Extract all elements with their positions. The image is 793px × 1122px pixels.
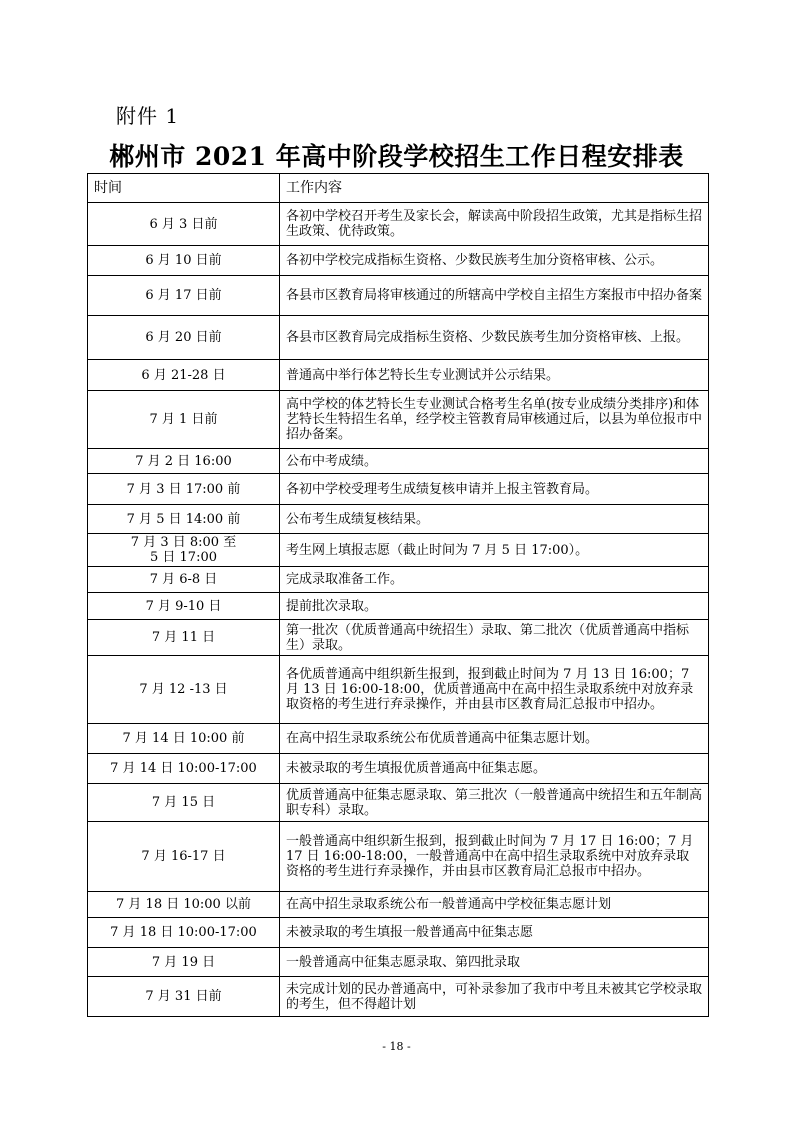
table-row (88, 822, 709, 892)
task-cell: 各县市区教育局将审核通过的所辖高中学校自主招生方案报市中招办备案 (280, 276, 709, 316)
time-cell: 7 月 31 日前 (88, 977, 280, 1017)
table-row (88, 754, 709, 784)
task-cell: 各初中学校完成指标生资格、少数民族考生加分资格审核、公示。 (280, 246, 709, 276)
time-cell: 7 月 16-17 日 (88, 822, 280, 892)
table-row (88, 534, 709, 567)
document-title: 郴州市 2021 年高中阶段学校招生工作日程安排表 (109, 142, 684, 171)
task-cell: 公布中考成绩。 (280, 449, 709, 474)
table-row (88, 203, 709, 246)
task-cell: 优质普通高中征集志愿录取、第三批次（一般普通高中统招生和五年制高职专科）录取。 (280, 784, 709, 822)
time-cell: 7 月 2 日 16:00 (88, 449, 280, 474)
table-row (88, 246, 709, 276)
time-cell: 7 月 3 日 8:00 至 5 日 17:00 (88, 534, 280, 567)
task-cell: 在高中招生录取系统公布优质普通高中征集志愿计划。 (280, 724, 709, 754)
table-row (88, 784, 709, 822)
task-cell: 一般普通高中组织新生报到，报到截止时间为 7 月 17 日 16:00；7 月 17 日 16:00-18:00，一般普通高中在高中招生录取系统中对放弃录取资格的考生进行弃录操作，并由县市区教育局汇总报市中招办。 (280, 822, 709, 892)
table-row (88, 656, 709, 724)
attachment-label: 附件 1 (116, 104, 180, 128)
task-cell: 普通高中举行体艺特长生专业测试并公示结果。 (280, 360, 709, 391)
time-cell: 7 月 14 日 10:00-17:00 (88, 754, 280, 784)
time-cell: 7 月 5 日 14:00 前 (88, 505, 280, 534)
table-row (88, 316, 709, 360)
task-cell: 第一批次（优质普通高中统招生）录取、第二批次（优质普通高中指标生）录取。 (280, 620, 709, 656)
task-cell: 各初中学校受理考生成绩复核申请并上报主管教育局。 (280, 474, 709, 505)
time-cell: 7 月 12 -13 日 (88, 656, 280, 724)
time-cell: 6 月 10 日前 (88, 246, 280, 276)
table-row (88, 593, 709, 620)
task-cell: 未完成计划的民办普通高中，可补录参加了我市中考且未被其它学校录取的考生，但不得超计划 (280, 977, 709, 1017)
task-cell: 提前批次录取。 (280, 593, 709, 620)
task-cell: 在高中招生录取系统公布一般普通高中学校征集志愿计划 (280, 892, 709, 918)
table-row (88, 474, 709, 505)
table-row (88, 449, 709, 474)
task-cell: 完成录取准备工作。 (280, 567, 709, 593)
schedule-table-body (88, 174, 709, 1017)
table-row (88, 892, 709, 918)
schedule-table (87, 173, 709, 1017)
time-cell: 6 月 21-28 日 (88, 360, 280, 391)
table-row (88, 977, 709, 1017)
task-cell: 各县市区教育局完成指标生资格、少数民族考生加分资格审核、上报。 (280, 316, 709, 360)
time-cell: 6 月 17 日前 (88, 276, 280, 316)
time-cell: 6 月 20 日前 (88, 316, 280, 360)
time-cell: 7 月 18 日 10:00 以前 (88, 892, 280, 918)
time-cell: 7 月 14 日 10:00 前 (88, 724, 280, 754)
time-cell: 7 月 9-10 日 (88, 593, 280, 620)
table-row (88, 724, 709, 754)
task-cell: 高中学校的体艺特长生专业测试合格考生名单(按专业成绩分类排序)和体艺特长生特招生名单，经学校主管教育局审核通过后，以县为单位报市中招办备案。 (280, 391, 709, 449)
task-cell: 未被录取的考生填报优质普通高中征集志愿。 (280, 754, 709, 784)
table-row (88, 360, 709, 391)
task-cell: 各优质普通高中组织新生报到，报到截止时间为 7 月 13 日 16:00；7 月 13 日 16:00-18:00，优质普通高中在高中招生录取系统中对放弃录取资格的考生进行弃录操作，并由县市区教育局汇总报市中招办。 (280, 656, 709, 724)
time-cell: 7 月 11 日 (88, 620, 280, 656)
table-row (88, 620, 709, 656)
task-cell: 未被录取的考生填报一般普通高中征集志愿 (280, 918, 709, 948)
time-cell: 7 月 6-8 日 (88, 567, 280, 593)
time-cell: 6 月 3 日前 (88, 203, 280, 246)
task-cell: 一般普通高中征集志愿录取、第四批录取 (280, 948, 709, 977)
table-header-row (88, 174, 709, 203)
task-cell: 考生网上填报志愿（截止时间为 7 月 5 日 17:00）。 (280, 534, 709, 567)
time-cell: 7 月 1 日前 (88, 391, 280, 449)
table-row (88, 505, 709, 534)
header-task: 工作内容 (280, 174, 709, 203)
table-row (88, 948, 709, 977)
time-cell: 7 月 19 日 (88, 948, 280, 977)
table-row (88, 391, 709, 449)
page-number: - 18 - (382, 1040, 411, 1053)
time-cell: 7 月 3 日 17:00 前 (88, 474, 280, 505)
table-row (88, 276, 709, 316)
table-row (88, 567, 709, 593)
task-cell: 各初中学校召开考生及家长会，解读高中阶段招生政策，尤其是指标生招生政策、优待政策。 (280, 203, 709, 246)
table-row (88, 918, 709, 948)
time-cell: 7 月 18 日 10:00-17:00 (88, 918, 280, 948)
task-cell: 公布考生成绩复核结果。 (280, 505, 709, 534)
header-time: 时间 (88, 174, 280, 203)
time-cell: 7 月 15 日 (88, 784, 280, 822)
